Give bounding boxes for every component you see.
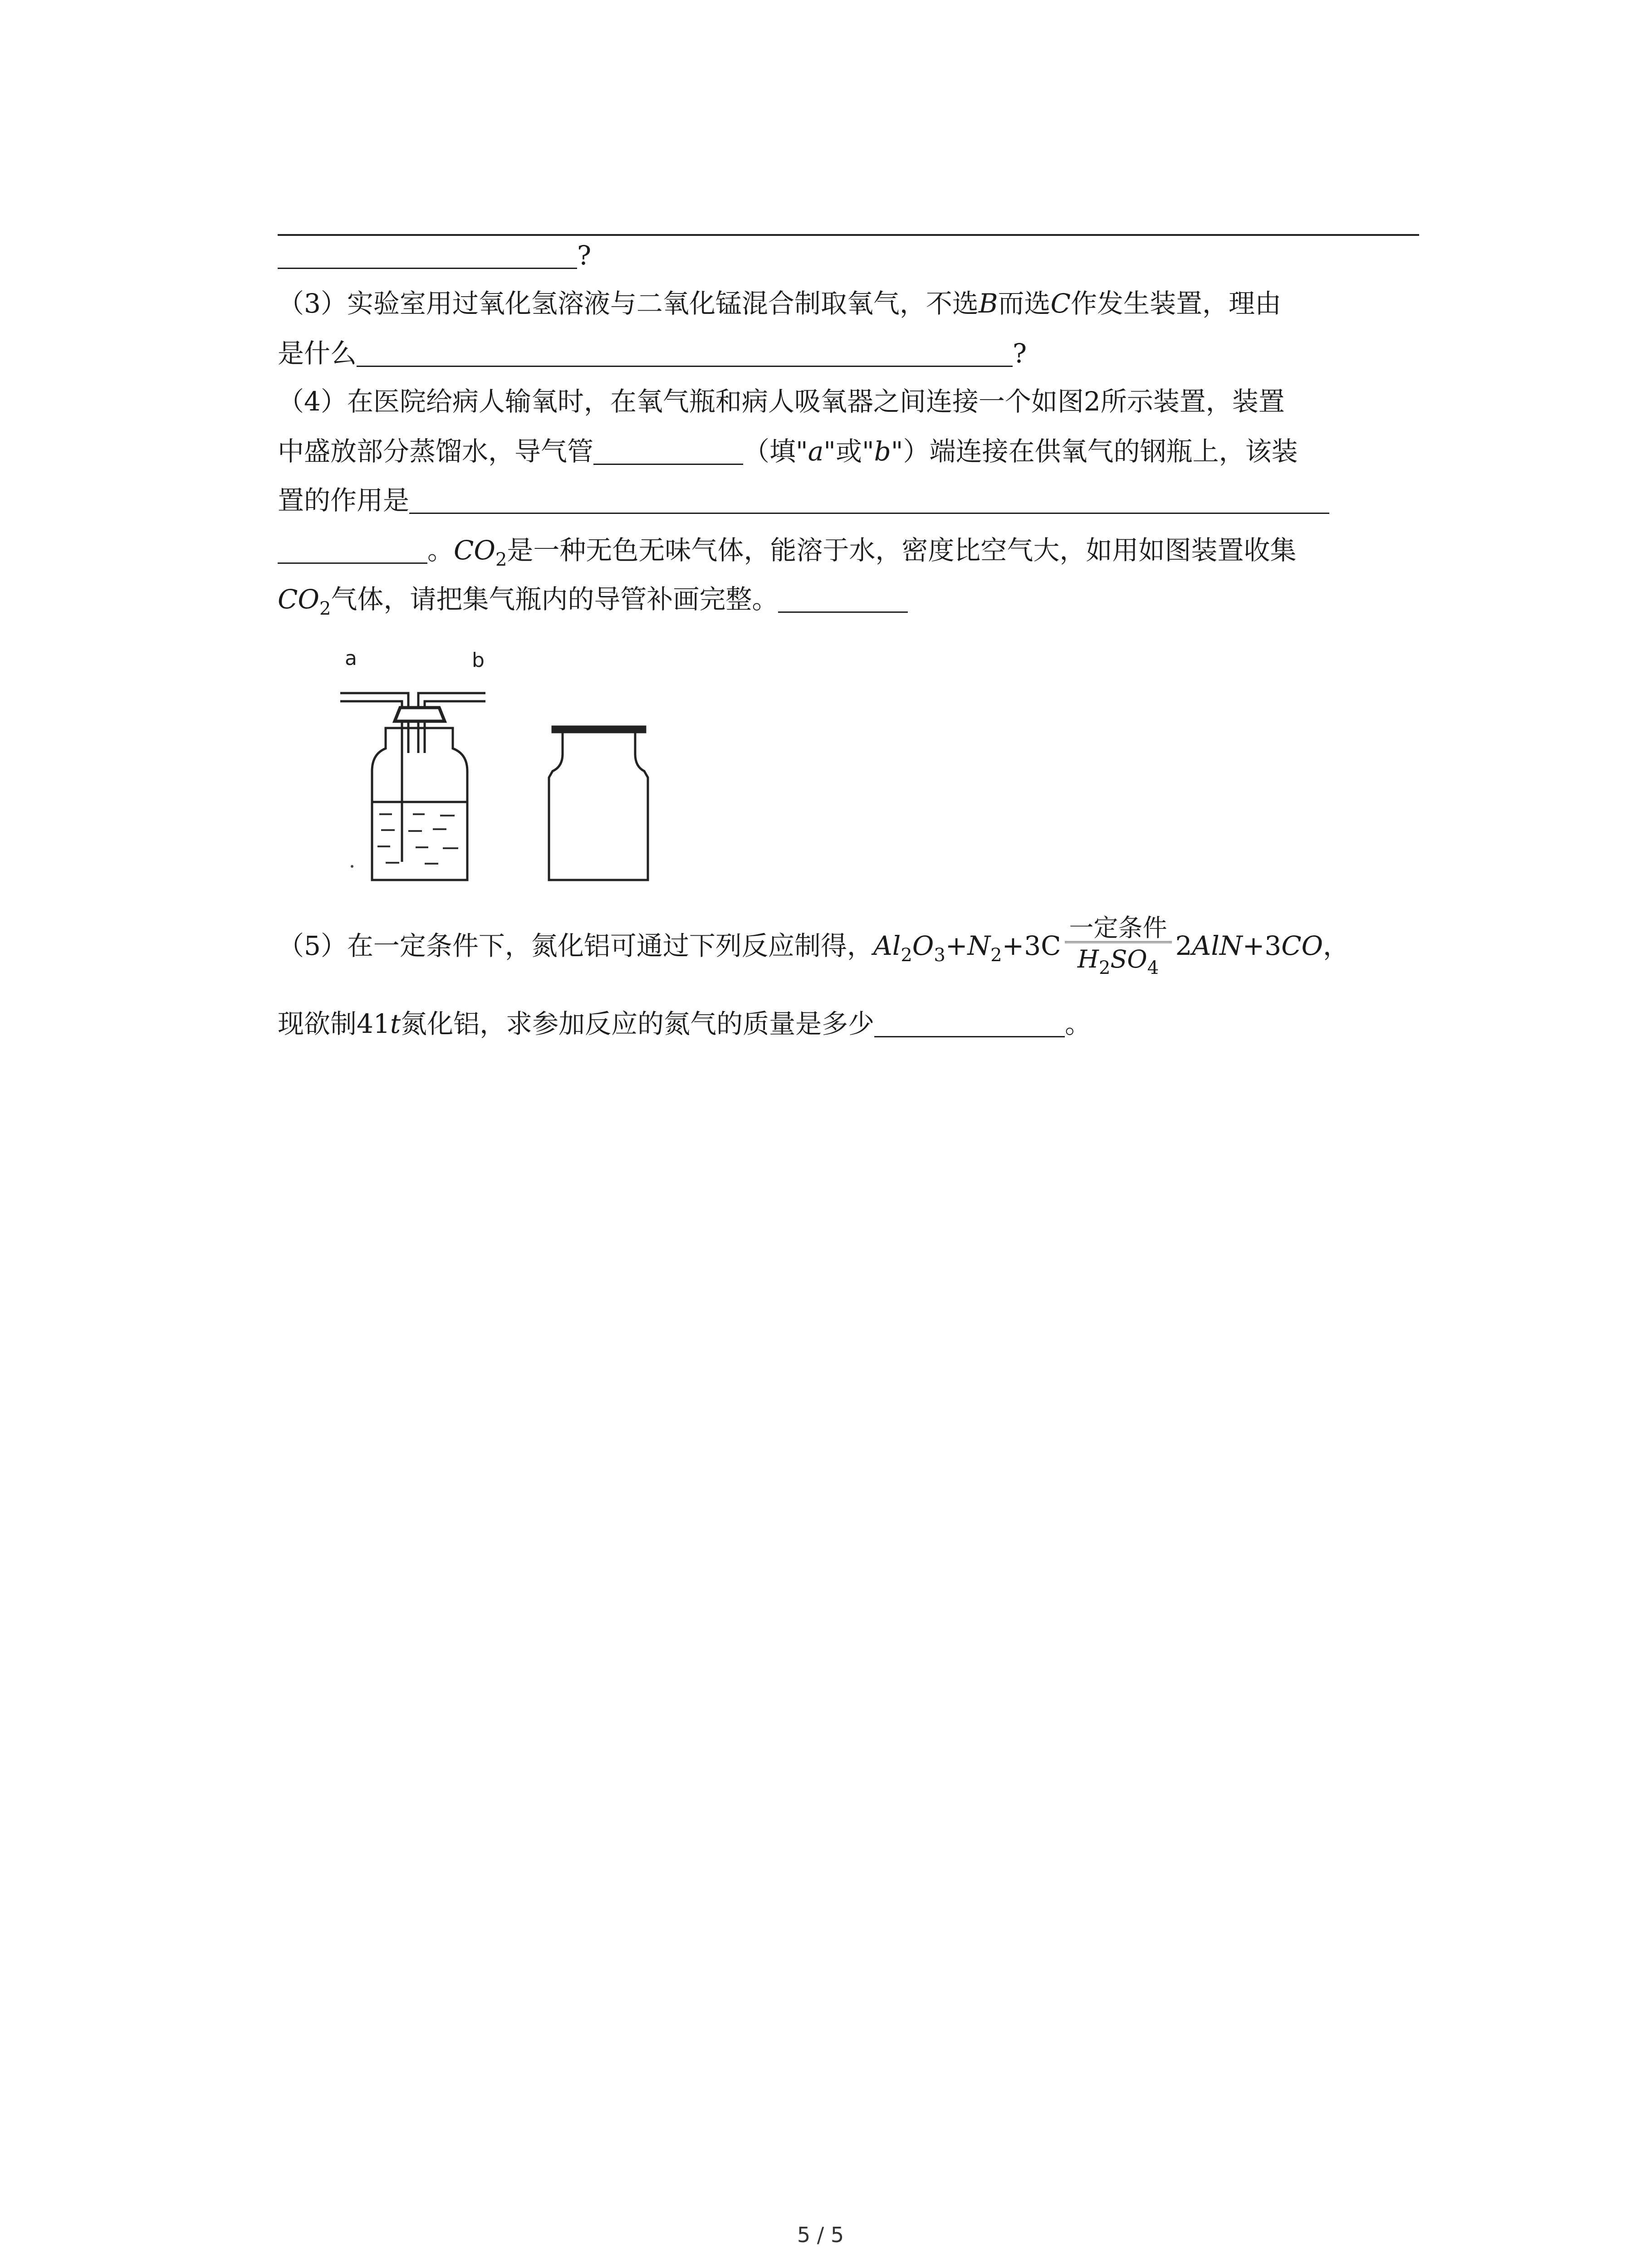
q4-line-3: 置的作用是 <box>278 486 1329 514</box>
q4-line-1: （4）在医院给病人输氧时，在氧气瓶和病人吸氧器之间连接一个如图2所示装置，装置 <box>278 386 1285 417</box>
answer-blank[interactable] <box>409 486 1329 514</box>
q3-line-2: 是什么 ? <box>278 338 1027 369</box>
question-mark: ? <box>577 240 592 271</box>
q5-line-1: （5）在一定条件下，氮化铝可通过下列反应制得，$Al_2O_3+N_2+3C$ $\frac{\text{一定条件}}{H_2SO_4}$ 2AlN+3CO， <box>278 914 1350 979</box>
q4-line-4: 。$CO_2$是一种无色无味气体，能溶于水，密度比空气大，如用如图装置收集 <box>278 536 1296 569</box>
q2-continuation <box>278 241 591 269</box>
answer-blank[interactable] <box>357 339 1013 367</box>
reaction-condition: $\frac{\text{一定条件}}{H_2SO_4}$ <box>1065 914 1172 978</box>
label-b: b <box>472 649 485 672</box>
answer-blank[interactable] <box>778 585 908 613</box>
label-a: a <box>345 649 357 670</box>
wash-bottle <box>340 693 485 880</box>
answer-line-top <box>278 234 1419 236</box>
answer-blank[interactable] <box>278 241 577 269</box>
q4-line-5: $CO_2$气体，请把集气瓶内的导管补画完整。 <box>278 585 908 618</box>
answer-blank[interactable] <box>278 536 427 564</box>
apparatus-figure <box>336 649 699 885</box>
water-dashes <box>377 814 458 864</box>
gas-jar <box>549 727 648 880</box>
answer-blank[interactable] <box>593 437 743 465</box>
page-number: 5 / 5 <box>797 2223 844 2247</box>
q3-line-1: （3）实验室用过氧化氢溶液与二氧化锰混合制取氧气，不选B而选C作发生装置，理由 <box>278 288 1281 319</box>
q4-line-2: 中盛放部分蒸馏水，导气管 （填"a"或"b"）端连接在供氧气的钢瓶上，该装 <box>278 436 1298 467</box>
q5-line-2: 现欲制41t氮化铝，求参加反应的氮气的质量是多少 。 <box>278 1008 1092 1039</box>
answer-blank[interactable] <box>874 1010 1065 1037</box>
